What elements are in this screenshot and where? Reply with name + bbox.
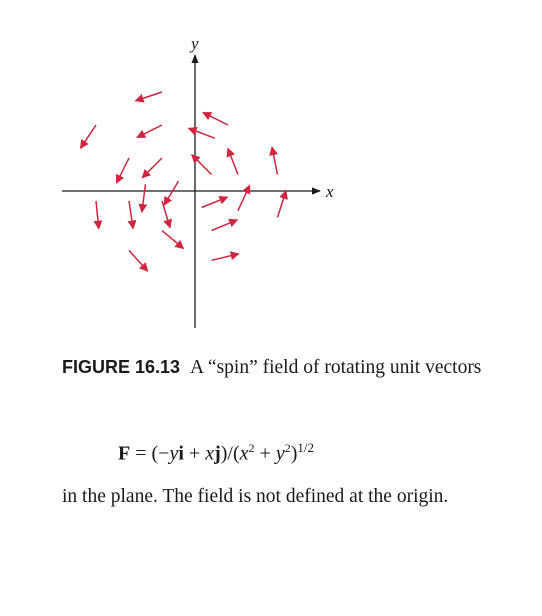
figure-caption-continued: in the plane. The field is not defined at the origin. <box>62 486 449 507</box>
field-vector-arrow <box>137 125 162 138</box>
field-vectors <box>80 92 286 271</box>
caption-text: A “spin” field of rotating unit vectors <box>190 357 482 378</box>
formula-mid: )/( <box>220 442 240 465</box>
field-vector-arrow <box>116 158 129 183</box>
formula-sq1: 2 <box>248 441 255 455</box>
formula-plus1: + <box>183 442 206 465</box>
field-vector-arrow <box>228 148 238 174</box>
field-vector-arrow <box>212 220 238 231</box>
formula-x: x <box>205 442 215 465</box>
field-vector-arrow <box>238 185 250 210</box>
y-axis-label: y <box>191 34 199 53</box>
field-vector-arrow <box>162 231 184 249</box>
field-vector-arrow <box>129 201 133 229</box>
formula-y2: y <box>275 442 285 465</box>
field-vector-arrow <box>142 158 162 178</box>
formula-close: ) <box>290 442 298 465</box>
field-vector-arrow <box>203 112 228 125</box>
field-vector-arrow <box>212 254 239 260</box>
field-vector-arrow <box>135 92 162 101</box>
figure-caption <box>62 352 502 383</box>
field-vector-arrow <box>96 201 99 229</box>
field-vector-arrow <box>162 201 170 228</box>
formula-F: F <box>118 442 131 465</box>
field-vector-arrow <box>164 181 178 205</box>
field-vector-arrow <box>80 125 96 148</box>
figure-label: FIGURE 16.13 <box>62 357 181 377</box>
formula-j: j <box>214 442 221 465</box>
formula-plus2: + <box>254 442 276 465</box>
formula-y: y <box>169 442 179 465</box>
field-vector-arrow <box>142 184 146 212</box>
field-vector-arrow <box>278 191 287 218</box>
x-axis-label: x <box>326 182 334 201</box>
formula-sq2: 2 <box>284 441 291 455</box>
formula-eq: = <box>130 442 152 465</box>
field-vector-arrow <box>202 197 228 207</box>
field-formula <box>118 440 314 466</box>
field-vector-arrow <box>189 128 215 138</box>
field-vector-arrow <box>129 250 148 271</box>
field-vector-arrow <box>272 147 277 174</box>
formula-exp: 1/2 <box>297 440 314 455</box>
formula-i: i <box>178 442 184 465</box>
formula-x2: x <box>239 442 249 465</box>
formula-open: (− <box>151 442 170 465</box>
